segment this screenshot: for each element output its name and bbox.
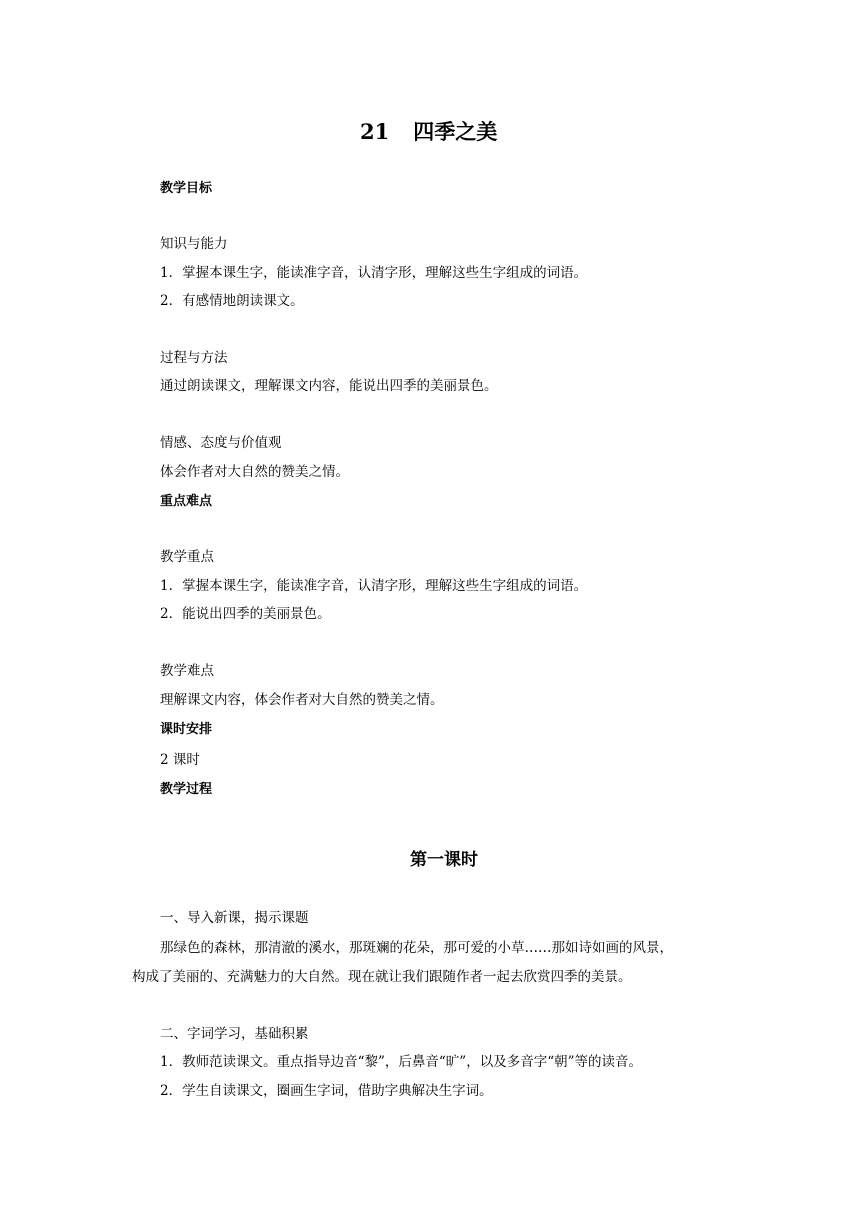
subheading-emotion-values: 情感、态度与价值观: [160, 435, 282, 451]
goal-knowledge-item-2: 2．有感情地朗读课文。: [160, 293, 304, 309]
subheading-knowledge-ability: 知识与能力: [160, 236, 228, 252]
subheading-teaching-difficulty: 教学难点: [160, 663, 214, 679]
goal-process-item: 通过朗读课文，理解课文内容，能说出四季的美丽景色。: [160, 378, 498, 394]
step-1-title: 一、导入新课，揭示课题: [160, 910, 309, 926]
step-2-title: 二、字词学习，基础积累: [160, 1026, 309, 1042]
step-2-item-1: 1．教师范读课文。重点指导边音“黎”，后鼻音“旷”，以及多音字“朝”等的读音。: [160, 1054, 642, 1070]
subheading-process-method: 过程与方法: [160, 350, 228, 366]
section-heading-teaching-goals: 教学目标: [160, 181, 213, 196]
focus-item-2: 2．能说出四季的美丽景色。: [160, 606, 331, 622]
title-text: 四季之美: [413, 119, 498, 144]
difficulty-item: 理解课文内容，体会作者对大自然的赞美之情。: [160, 692, 444, 708]
step-2-item-2: 2．学生自读课文，圈画生字词，借助字典解决生字词。: [160, 1083, 493, 1099]
goal-emotion-item: 体会作者对大自然的赞美之情。: [160, 464, 349, 480]
title-number: 21: [360, 119, 390, 144]
step-1-paragraph-line-2: 构成了美丽的、充满魅力的大自然。现在就让我们跟随作者一起去欣赏四季的美景。: [132, 969, 632, 985]
schedule-value: 2 课时: [160, 752, 200, 768]
section-heading-key-points: 重点难点: [160, 494, 213, 509]
goal-knowledge-item-1: 1．掌握本课生字，能读准字音，认清字形，理解这些生字组成的词语。: [160, 265, 588, 281]
subheading-teaching-focus: 教学重点: [160, 549, 214, 565]
step-1-paragraph-line-1: 那绿色的森林，那清澈的溪水，那斑斓的花朵，那可爱的小草……那如诗如画的风景，: [160, 940, 673, 956]
focus-item-1: 1．掌握本课生字，能读准字音，认清字形，理解这些生字组成的词语。: [160, 578, 588, 594]
lesson-heading-first: 第一课时: [410, 850, 478, 870]
section-heading-teaching-process: 教学过程: [160, 782, 213, 797]
section-heading-schedule: 课时安排: [160, 722, 213, 737]
document-title: [360, 116, 497, 146]
